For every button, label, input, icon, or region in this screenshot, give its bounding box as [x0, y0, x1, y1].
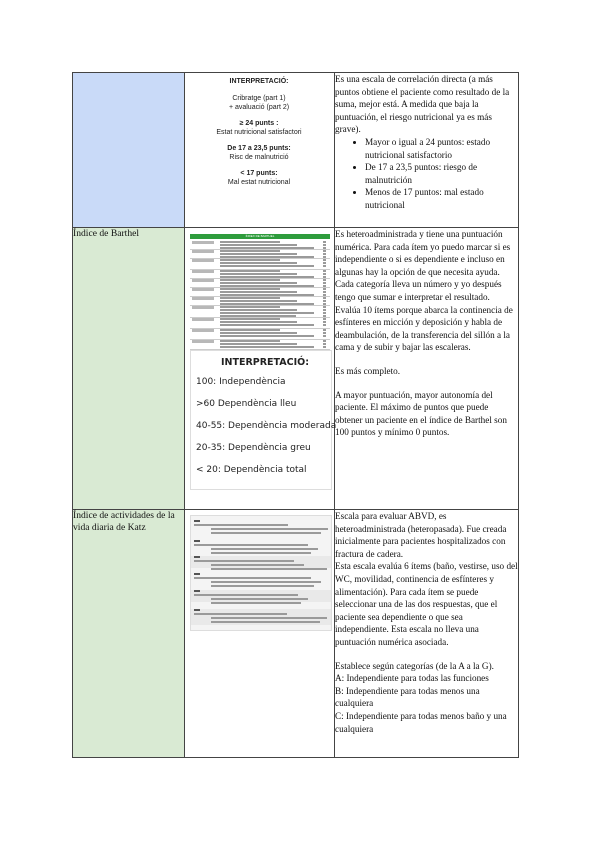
- barthel-row-score: [323, 329, 326, 331]
- katz-row-text: [194, 577, 311, 579]
- barthel-row-label: [192, 318, 214, 321]
- barthel-table-image: [190, 234, 330, 346]
- description-paragraph: A: Independiente para todas las funciones: [335, 673, 489, 684]
- barthel-row-score: [323, 265, 326, 267]
- barthel-row-text: [220, 324, 314, 326]
- katz-section-label: [194, 573, 200, 575]
- list-item: • De 17 a 23,5 puntos: riesgo de malnutrición: [365, 161, 518, 186]
- interpretation-item-bold: ≥ 24 punts :: [239, 120, 279, 127]
- barthel-row-score: [323, 332, 326, 334]
- barthel-row-text: [220, 279, 280, 281]
- table-row: [73, 510, 519, 758]
- barthel-row-score: [323, 346, 326, 348]
- barthel-row-text: [220, 273, 297, 275]
- barthel-row-label: [192, 279, 214, 282]
- katz-band: [191, 556, 331, 568]
- barthel-row-text: [220, 282, 297, 284]
- barthel-row-score: [323, 253, 326, 255]
- description-cell: [335, 510, 519, 758]
- barthel-row-score: [323, 282, 326, 284]
- row-name-cell: Índice de Barthel: [73, 228, 185, 510]
- barthel-row-score: [323, 273, 326, 275]
- barthel-row-score: [323, 309, 326, 311]
- katz-section-label: [194, 540, 200, 542]
- barthel-row-text: [220, 306, 280, 308]
- barthel-row-label: [192, 250, 214, 253]
- barthel-row-text: [220, 262, 297, 264]
- row-name-cell: Índice de actividades de la vida diaria de Katz: [73, 510, 185, 758]
- description-paragraph: Cada categoría lleva un número y yo después tengo que sumar e interpretar el resultado.: [335, 279, 502, 302]
- barthel-row-text: [220, 253, 297, 255]
- description-paragraph: A mayor puntuación, mayor autonomía del paciente. El máximo de puntos que puede obtener un paciente en el índice de Barthel son 100 puntos y mínimo 0 puntos.: [335, 389, 507, 438]
- nutrition-interpretation-image: [191, 77, 327, 187]
- description-paragraph: Es una escala de correlación directa (a más puntos obtiene el paciente como resultado de la suma, mejor está. A medida que baja la puntuación, el riesgo nutricional ya es más grave).: [335, 74, 510, 135]
- barthel-row-text: [220, 318, 280, 320]
- katz-row-text: [211, 568, 327, 570]
- interpretation-image-cell: [185, 73, 335, 228]
- katz-section-label: [194, 520, 200, 522]
- katz-row-text: [211, 528, 328, 530]
- interpretation-line: Cribratge (part 1): [232, 95, 286, 102]
- barthel-row-label: [192, 329, 214, 332]
- barthel-row-text: [220, 250, 280, 252]
- barthel-row-score: [323, 300, 326, 302]
- description-paragraph: Esta escala evalúa 6 ítems (baño, vestirse, uso del WC, movilidad, continencia de esfínteres y alimentación). Para cada ítem se puede seleccionar una de las dos respuestas, que el paciente sea dependiente o que sea independiente. Esta escala no lleva una puntuación numérica asociada.: [335, 561, 518, 647]
- barthel-row-text: [220, 288, 280, 290]
- barthel-row-label: [192, 288, 214, 291]
- katz-table-image: [190, 515, 332, 631]
- description-paragraph: B: Independiente para todas menos una cualquiera: [335, 685, 480, 709]
- barthel-row-label: [192, 259, 214, 262]
- interpretation-item-text: Risc de malnutrició: [229, 154, 289, 161]
- barthel-row-score: [323, 250, 326, 252]
- description-cell: [335, 73, 519, 228]
- interpretation-item: < 20: Dependència total: [196, 465, 307, 475]
- barthel-row-text: [220, 259, 280, 261]
- bullet-list: [335, 136, 518, 212]
- katz-row-text: [211, 548, 318, 550]
- barthel-row-score: [323, 343, 326, 345]
- description-paragraph: Escala para evaluar ABVD, es heteroadministrada (heteropasada). Fue creada inicialmente para pacientes hospitalizados con fractura de cadera.: [335, 511, 507, 559]
- katz-image-cell: [185, 510, 335, 758]
- katz-row-text: [194, 594, 298, 596]
- katz-row-text: [211, 552, 311, 554]
- description-paragraph: Establece según categorías (de la A a la G).: [335, 660, 494, 671]
- barthel-row-score: [323, 259, 326, 261]
- barthel-row-score: [323, 318, 326, 320]
- barthel-row-score: [323, 244, 326, 246]
- katz-section-label: [194, 590, 200, 592]
- list-item: • Mayor o igual a 24 puntos: estado nutricional satisfactorio: [365, 136, 518, 161]
- katz-row-text: [194, 524, 288, 526]
- katz-row-text: [211, 621, 320, 623]
- katz-row-text: [211, 617, 327, 619]
- interpretation-item-text: Estat nutricional satisfactori: [216, 129, 302, 136]
- barthel-row-text: [220, 312, 314, 314]
- katz-row-text: [211, 585, 314, 587]
- barthel-row-label: [192, 297, 214, 300]
- barthel-row-text: [220, 340, 280, 342]
- barthel-row-text: [220, 332, 297, 334]
- barthel-row-score: [323, 340, 326, 342]
- interpretation-item: 40-55: Dependència moderada: [196, 421, 337, 431]
- katz-row-text: [211, 598, 308, 600]
- barthel-row-text: [220, 321, 297, 323]
- interpretation-item-bold: < 17 punts:: [240, 170, 278, 177]
- barthel-row-score: [323, 306, 326, 308]
- table-row: [73, 73, 519, 228]
- katz-row-text: [194, 613, 287, 615]
- barthel-row-score: [323, 288, 326, 290]
- barthel-row-text: [220, 346, 314, 348]
- barthel-row-score: [323, 335, 326, 337]
- katz-band: [191, 590, 331, 602]
- barthel-row-text: [220, 270, 280, 272]
- barthel-row-label: [192, 306, 214, 309]
- description-paragraph: Evalúa 10 ítems porque abarca la continencia de esfínteres en micción y deposición y habla de deambulación, de la transferencia del sillón a la cama y de subir y bajar las escaleras.: [335, 304, 513, 353]
- interpretation-title: INTERPRETACIÓ:: [229, 78, 289, 85]
- barthel-row-score: [323, 241, 326, 243]
- interpretation-item-text: Mal estat nutricional: [227, 179, 291, 186]
- barthel-row-score: [323, 312, 326, 314]
- barthel-row-text: [220, 244, 297, 246]
- barthel-row-text: [220, 241, 280, 243]
- barthel-row-text: [220, 291, 297, 293]
- description-paragraph: Es heteroadministrada y tiene una puntuación numérica. Para cada ítem yo puedo marcar si es independiente o si es dependiente e incluso en algunas hay la opción de que necesita ayuda.: [335, 229, 511, 277]
- katz-row-text: [194, 560, 294, 562]
- barthel-row-score: [323, 324, 326, 326]
- interpretation-item: 20-35: Dependència greu: [196, 443, 311, 453]
- barthel-row-label: [192, 241, 214, 244]
- barthel-image-cell: [185, 228, 335, 510]
- barthel-row-score: [323, 291, 326, 293]
- barthel-row-score: [323, 262, 326, 264]
- barthel-row-text: [220, 343, 297, 345]
- barthel-row-text: [220, 335, 314, 337]
- katz-row-text: [211, 564, 304, 566]
- barthel-row-text: [220, 297, 280, 299]
- barthel-row-score: [323, 321, 326, 323]
- description-cell: [335, 228, 519, 510]
- katz-row-text: [211, 532, 321, 534]
- katz-section-label: [194, 556, 200, 558]
- barthel-row-label: [192, 340, 214, 343]
- barthel-row-score: [323, 279, 326, 281]
- interpretation-item: 100: Independència: [196, 377, 286, 387]
- barthel-table-header: ÍNDEX DE BARTHEL: [245, 234, 275, 238]
- barthel-row-text: [220, 309, 297, 311]
- description-paragraph: C: Independiente para todas menos baño y una cualquiera: [335, 710, 507, 734]
- barthel-row-label: [192, 270, 214, 273]
- barthel-row-text: [220, 329, 280, 331]
- description-paragraph: Es más completo.: [335, 365, 401, 376]
- interpretation-item-bold: De 17 a 23,5 punts:: [227, 145, 291, 152]
- interpretation-line: + avaluació (part 2): [228, 104, 290, 111]
- barthel-row-score: [323, 297, 326, 299]
- barthel-row-text: [220, 300, 297, 302]
- interpretation-title: INTERPRETACIÓ:: [221, 357, 310, 368]
- barthel-row-text: [220, 265, 314, 267]
- assessment-table: [72, 72, 519, 758]
- katz-row-text: [211, 581, 321, 583]
- table-row: [73, 228, 519, 510]
- katz-row-text: [211, 602, 301, 604]
- katz-section-label: [194, 609, 200, 611]
- row-name-cell: [73, 73, 185, 228]
- interpretation-item: >60 Dependència lleu: [196, 399, 297, 409]
- list-item: • Menos de 17 puntos: mal estado nutricional: [365, 186, 518, 211]
- katz-row-text: [194, 544, 308, 546]
- barthel-interpretation-image: [190, 350, 337, 490]
- barthel-row-score: [323, 270, 326, 272]
